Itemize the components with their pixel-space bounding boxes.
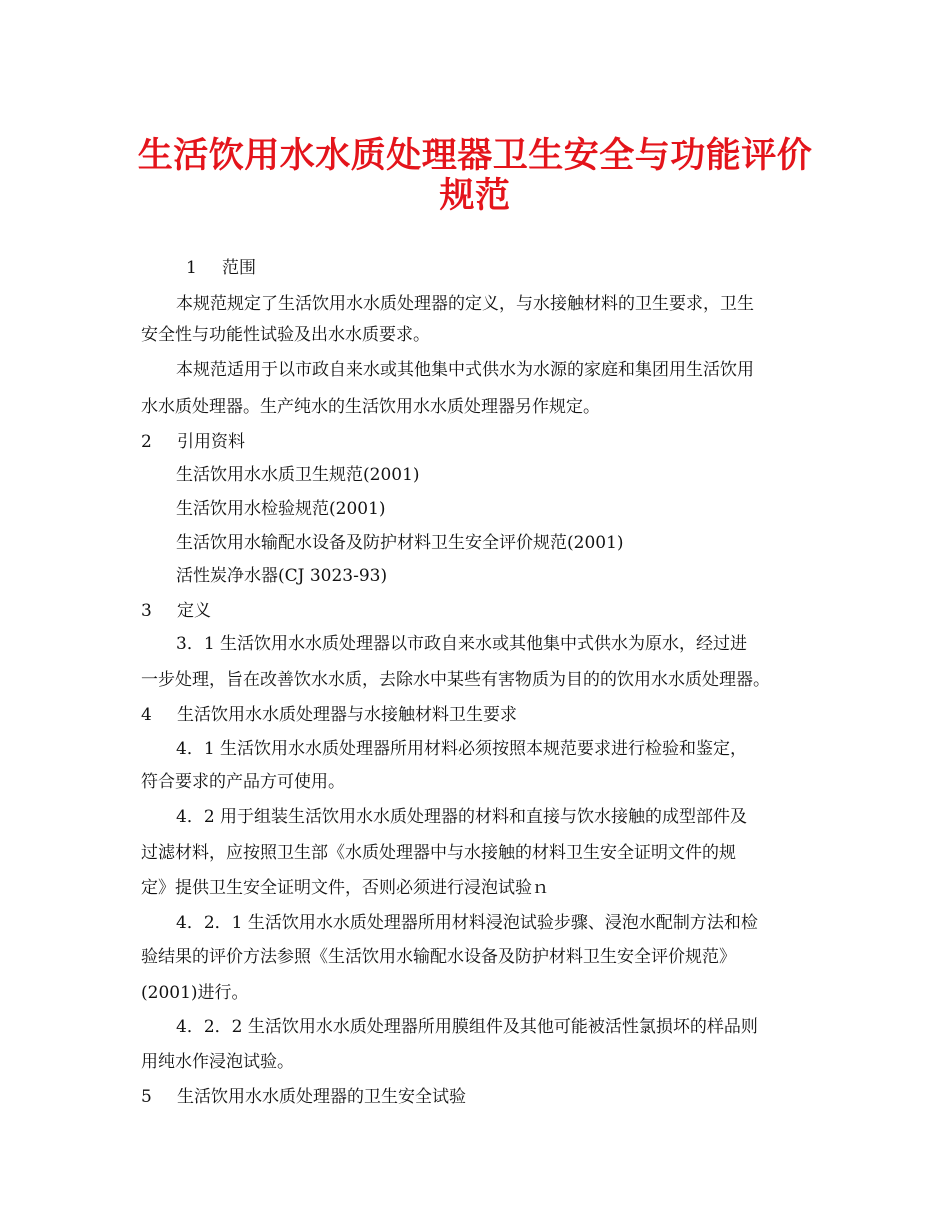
- paragraph-line: 用纯水作浸泡试验。: [141, 1052, 294, 1072]
- section-number: 4: [141, 705, 152, 725]
- reference-item: 活性炭净水器(CJ 3023-93): [176, 566, 388, 586]
- paragraph-line: 定》提供卫生安全证明文件，否则必须进行浸泡试验ｎ: [141, 878, 549, 898]
- section-title: 定义: [177, 601, 211, 621]
- paragraph-line: 4．2．2 生活饮用水水质处理器所用膜组件及其他可能被活性氯损坏的样品则: [176, 1017, 758, 1037]
- document-title-line-2: 规范: [439, 176, 511, 216]
- section-title: 生活饮用水水质处理器的卫生安全试验: [177, 1087, 466, 1107]
- paragraph-line: 过滤材料，应按照卫生部《水质处理器中与水接触的材料卫生安全证明文件的规: [141, 843, 736, 863]
- section-4-heading: [141, 703, 517, 727]
- section-1-heading: [186, 256, 256, 280]
- section-number: 1: [186, 258, 197, 278]
- paragraph-line: 符合要求的产品方可使用。: [141, 772, 345, 792]
- paragraph-line: 安全性与功能性试验及出水水质要求。: [141, 325, 430, 345]
- paragraph-line: 一步处理，旨在改善饮水水质，去除水中某些有害物质为目的的饮用水水质处理器。: [141, 670, 770, 690]
- section-number: 3: [141, 601, 152, 621]
- section-5-heading: [141, 1085, 466, 1109]
- document-title-line-1: 生活饮用水水质处理器卫生安全与功能评价: [137, 136, 813, 176]
- paragraph-line: 4．1 生活饮用水水质处理器所用材料必须按照本规范要求进行检验和鉴定，: [176, 739, 748, 759]
- paragraph-line: 3．1 生活饮用水水质处理器以市政自来水或其他集中式供水为原水，经过进: [176, 634, 748, 654]
- paragraph-line: 验结果的评价方法参照《生活饮用水输配水设备及防护材料卫生安全评价规范》: [141, 947, 736, 967]
- section-2-heading: [141, 430, 245, 454]
- paragraph-line: (2001)进行。: [141, 983, 249, 1003]
- paragraph-line: 4．2 用于组装生活饮用水水质处理器的材料和直接与饮水接触的成型部件及: [176, 807, 748, 827]
- reference-item: 生活饮用水检验规范(2001): [176, 499, 386, 519]
- section-3-heading: [141, 599, 211, 623]
- paragraph-line: 本规范规定了生活饮用水水质处理器的定义，与水接触材料的卫生要求，卫生: [176, 294, 754, 314]
- reference-item: 生活饮用水输配水设备及防护材料卫生安全评价规范(2001): [176, 533, 624, 553]
- paragraph-line: 水水质处理器。生产纯水的生活饮用水水质处理器另作规定。: [141, 397, 600, 417]
- paragraph-line: 4．2．1 生活饮用水水质处理器所用材料浸泡试验步骤、浸泡水配制方法和检: [176, 913, 758, 933]
- section-number: 2: [141, 432, 152, 452]
- section-number: 5: [141, 1087, 152, 1107]
- section-title: 范围: [222, 258, 256, 278]
- section-title: 生活饮用水水质处理器与水接触材料卫生要求: [177, 705, 517, 725]
- paragraph-line: 本规范适用于以市政自来水或其他集中式供水为水源的家庭和集团用生活饮用: [176, 360, 754, 380]
- section-title: 引用资料: [177, 432, 245, 452]
- reference-item: 生活饮用水水质卫生规范(2001): [176, 465, 420, 485]
